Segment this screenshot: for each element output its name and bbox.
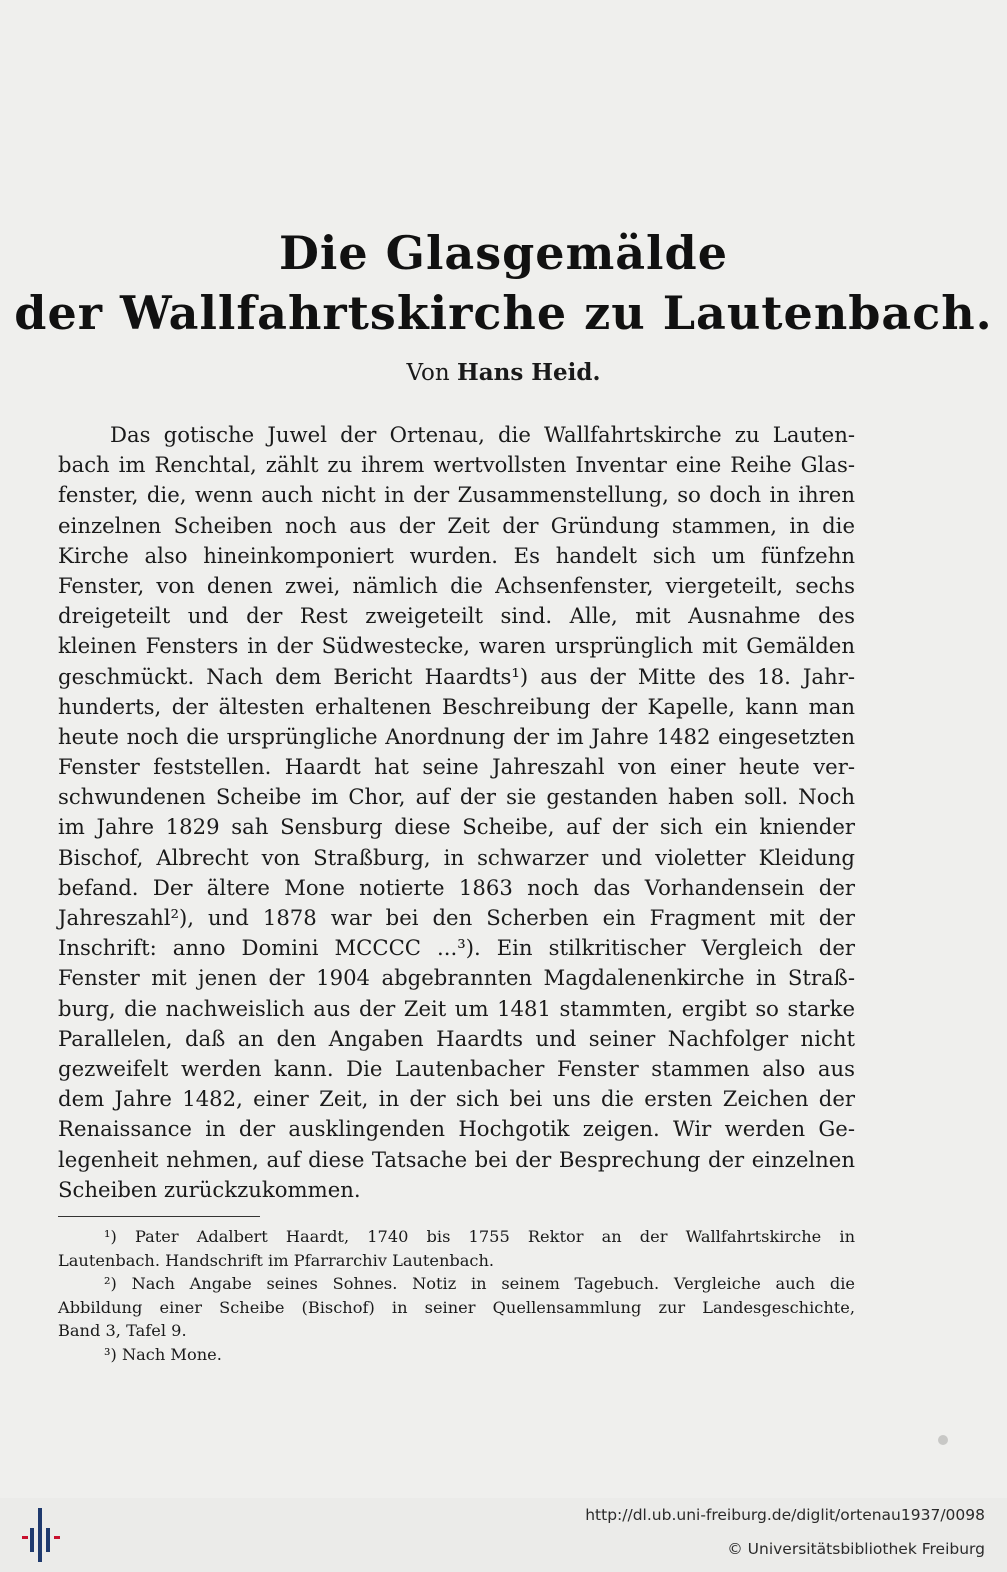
body-line: legenheit nehmen, auf diese Tatsache bei der Besprechung der einzelnen [58, 1146, 855, 1172]
body-line: Parallelen, daß an den Angaben Haardts und seiner Nachfolger nicht [58, 1025, 855, 1051]
body-line: geschmückt. Nach dem Bericht Haardts¹) aus der Mitte des 18. Jahr- [58, 663, 855, 689]
body-line: schwundenen Scheibe im Chor, auf der sie gestanden haben soll. Noch [58, 784, 855, 810]
body-line: Fenster, von denen zwei, nämlich die Achsenfenster, viergeteilt, sechs [58, 572, 855, 598]
article-body [58, 420, 855, 1205]
body-line: im Jahre 1829 sah Sensburg diese Scheibe, auf der sich ein kniender [58, 814, 855, 840]
body-line: Kirche also hineinkomponiert wurden. Es handelt sich um fünfzehn [58, 542, 855, 568]
body-line: fenster, die, wenn auch nicht in der Zusammenstellung, so doch in ihren [58, 482, 855, 508]
footnote-line: ¹) Pater Adalbert Haardt, 1740 bis 1755 Rektor an der Wallfahrtskirche in [104, 1227, 855, 1246]
body-line: hunderts, der ältesten erhaltenen Beschreibung der Kapelle, kann man [58, 693, 855, 719]
footnote-line: Band 3, Tafel 9. [58, 1321, 187, 1340]
body-line: burg, die nachweislich aus der Zeit um 1481 stammten, ergibt so starke [58, 995, 855, 1021]
body-line: einzelnen Scheiben noch aus der Zeit der Gründung stammen, in die [58, 512, 855, 538]
body-line: kleinen Fensters in der Südwestecke, waren ursprünglich mit Gemälden [58, 633, 855, 659]
body-line: Fenster feststellen. Haardt hat seine Jahreszahl von einer heute ver- [58, 754, 855, 780]
body-line: gezweifelt werden kann. Die Lautenbacher Fenster stammen also aus [58, 1055, 855, 1081]
body-line: dem Jahre 1482, einer Zeit, in der sich bei uns die ersten Zeichen der [58, 1086, 855, 1112]
body-line: befand. Der ältere Mone notierte 1863 noch das Vorhandensein der [58, 874, 855, 900]
footnote-line: Abbildung einer Scheibe (Bischof) in seiner Quellensammlung zur Landesgeschichte, [58, 1297, 855, 1317]
author-name: Hans Heid. [456, 359, 601, 386]
body-line: Bischof, Albrecht von Straßburg, in schwarzer und violetter Kleidung [58, 844, 855, 870]
body-line: Renaissance in der ausklingenden Hochgotik zeigen. Wir werden Ge- [58, 1116, 855, 1142]
body-line: Jahreszahl²), und 1878 war bei den Scherben ein Fragment mit der [58, 905, 855, 930]
body-line: Inschrift: anno Domini MCCCC ...³). Ein stilkritischer Vergleich der [58, 935, 855, 961]
article-title-line-1: Die Glasgemälde [279, 226, 728, 280]
copyright-notice: © Universitätsbibliothek Freiburg [727, 1540, 985, 1558]
body-line: bach im Renchtal, zählt zu ihrem wertvollsten Inventar eine Reihe Glas- [58, 452, 855, 478]
byline-prefix: Von [406, 360, 450, 386]
body-line: Fenster mit jenen der 1904 abgebrannten Magdalenenkirche in Straß- [58, 965, 855, 991]
footnotes [58, 1225, 855, 1366]
body-line: dreigeteilt und der Rest zweigeteilt sind. Alle, mit Ausnahme des [58, 603, 855, 629]
body-line: Scheiben zurückzukommen. [58, 1176, 361, 1202]
ub-freiburg-logo-icon [20, 1506, 64, 1564]
body-line: heute noch die ursprüngliche Anordnung der im Jahre 1482 eingesetzten [58, 723, 855, 749]
article-title-line-2: der Wallfahrtskirche zu Lautenbach. [14, 286, 993, 340]
footnote-line: ²) Nach Angabe seines Sohnes. Notiz in seinem Tagebuch. Vergleiche auch die [104, 1274, 855, 1293]
footnote-divider [58, 1216, 260, 1217]
paper-speck [938, 1435, 948, 1445]
byline [0, 358, 1007, 388]
source-url-link[interactable]: http://dl.ub.uni-freiburg.de/diglit/ortenau1937/0098 [585, 1506, 985, 1524]
footnote-line: Lautenbach. Handschrift im Pfarrarchiv Lautenbach. [58, 1250, 495, 1270]
footnote-line: ³) Nach Mone. [104, 1344, 222, 1364]
body-line: Das gotische Juwel der Ortenau, die Wallfahrtskirche zu Lauten- [110, 422, 855, 447]
